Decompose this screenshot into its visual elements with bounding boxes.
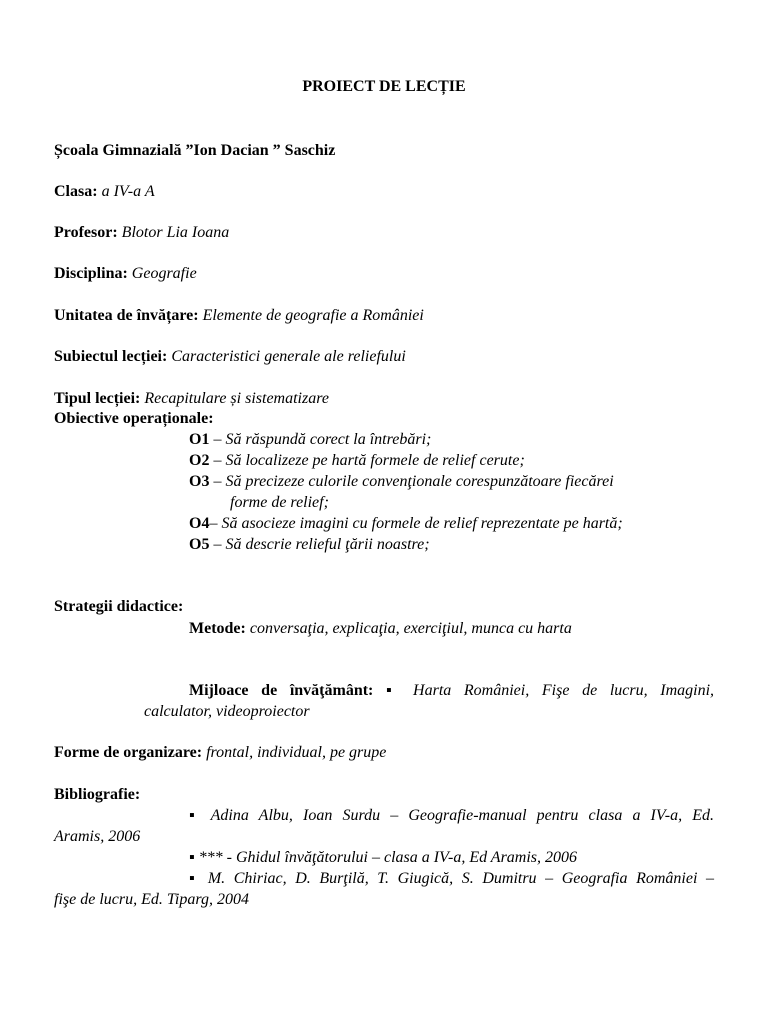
methods-line xyxy=(189,619,572,639)
objective-separator: – xyxy=(209,452,226,469)
objective-item xyxy=(189,472,614,492)
field-value: Blotor Lia Ioana xyxy=(121,224,230,241)
objective-code: O5 xyxy=(189,536,210,553)
organization-line xyxy=(54,743,386,763)
objective-code: O1 xyxy=(189,431,210,448)
field-label: Disciplina: xyxy=(54,265,128,282)
objective-text: Să asocieze imagini cu formele de relief reprezentate pe hartă; xyxy=(221,515,623,532)
methods-label: Metode: xyxy=(189,620,246,637)
objective-text: Să precizeze culorile convenţionale corespunzătoare fiecărei xyxy=(225,473,614,490)
organization-label: Forme de organizare: xyxy=(54,744,203,761)
field-value: a IV-a A xyxy=(101,183,155,200)
field-value: Recapitulare și sistematizare xyxy=(144,390,329,407)
objective-code: O4 xyxy=(189,515,210,532)
field-unitatea xyxy=(54,306,424,326)
methods-value: conversaţia, explicaţia, exerciţiul, munca cu harta xyxy=(249,620,572,637)
field-label: Subiectul lecției: xyxy=(54,348,168,365)
bibliography-entry-continuation: fişe de lucru, Ed. Tiparg, 2004 xyxy=(54,891,249,908)
means-value-continuation: calculator, videoproiector xyxy=(144,703,310,720)
field-label: Clasa: xyxy=(54,183,98,200)
field-value: Geografie xyxy=(131,265,197,282)
means-value: Harta României, Fişe de lucru, Imagini, xyxy=(413,682,715,699)
field-profesor xyxy=(54,223,229,243)
objective-separator: – xyxy=(209,473,226,490)
objective-text: Să descrie relieful ţării noastre; xyxy=(225,536,430,553)
means-label: Mijloace de învăţământ: xyxy=(189,682,374,699)
bibliography-heading: Bibliografie: xyxy=(54,786,141,803)
objective-text: Să localizeze pe hartă formele de relief cerute; xyxy=(225,452,525,469)
bibliography-entry: ▪ *** - Ghidul învăţătorului – clasa a IV-a, Ed Aramis, 2006 xyxy=(189,849,578,866)
objective-separator: – xyxy=(209,515,222,532)
objective-item xyxy=(189,430,431,450)
objective-item xyxy=(189,514,623,534)
field-label: Tipul lecției: xyxy=(54,390,141,407)
field-label: Profesor: xyxy=(54,224,118,241)
field-value: Caracteristici generale ale reliefului xyxy=(171,348,406,365)
field-disciplina xyxy=(54,264,197,284)
bibliography-entry: ▪ M. Chiriac, D. Burţilă, T. Giugică, S. Dumitru – Geografia României – xyxy=(189,870,714,887)
objective-separator: – xyxy=(209,536,226,553)
strategies-heading: Strategii didactice: xyxy=(54,598,184,615)
field-clasa xyxy=(54,182,155,202)
objective-code: O3 xyxy=(189,473,210,490)
objective-text: Să răspundă corect la întrebări; xyxy=(225,431,432,448)
objective-code: O2 xyxy=(189,452,210,469)
bibliography-entry-continuation: Aramis, 2006 xyxy=(54,828,141,845)
objective-separator: – xyxy=(209,431,226,448)
objective-item xyxy=(189,535,430,555)
organization-value: frontal, individual, pe grupe xyxy=(206,744,387,761)
field-label: Unitatea de învățare: xyxy=(54,307,199,324)
field-tipul xyxy=(54,389,329,409)
field-subiectul xyxy=(54,347,406,367)
objectives-heading: Obiective operaționale: xyxy=(54,410,214,427)
objective-item xyxy=(189,451,525,471)
school-name: Școala Gimnazială ”Ion Dacian ” Saschiz xyxy=(54,142,336,159)
objective-text-continuation: forme de relief; xyxy=(230,494,329,511)
bibliography-entry: ▪ Adina Albu, Ioan Surdu – Geografie-manual pentru clasa a IV-a, Ed. xyxy=(189,807,714,824)
field-value: Elemente de geografie a României xyxy=(202,307,424,324)
bullet-icon: ▪ xyxy=(386,682,401,699)
document-title: PROIECT DE LECȚIE xyxy=(302,78,466,95)
means-line xyxy=(189,681,714,701)
